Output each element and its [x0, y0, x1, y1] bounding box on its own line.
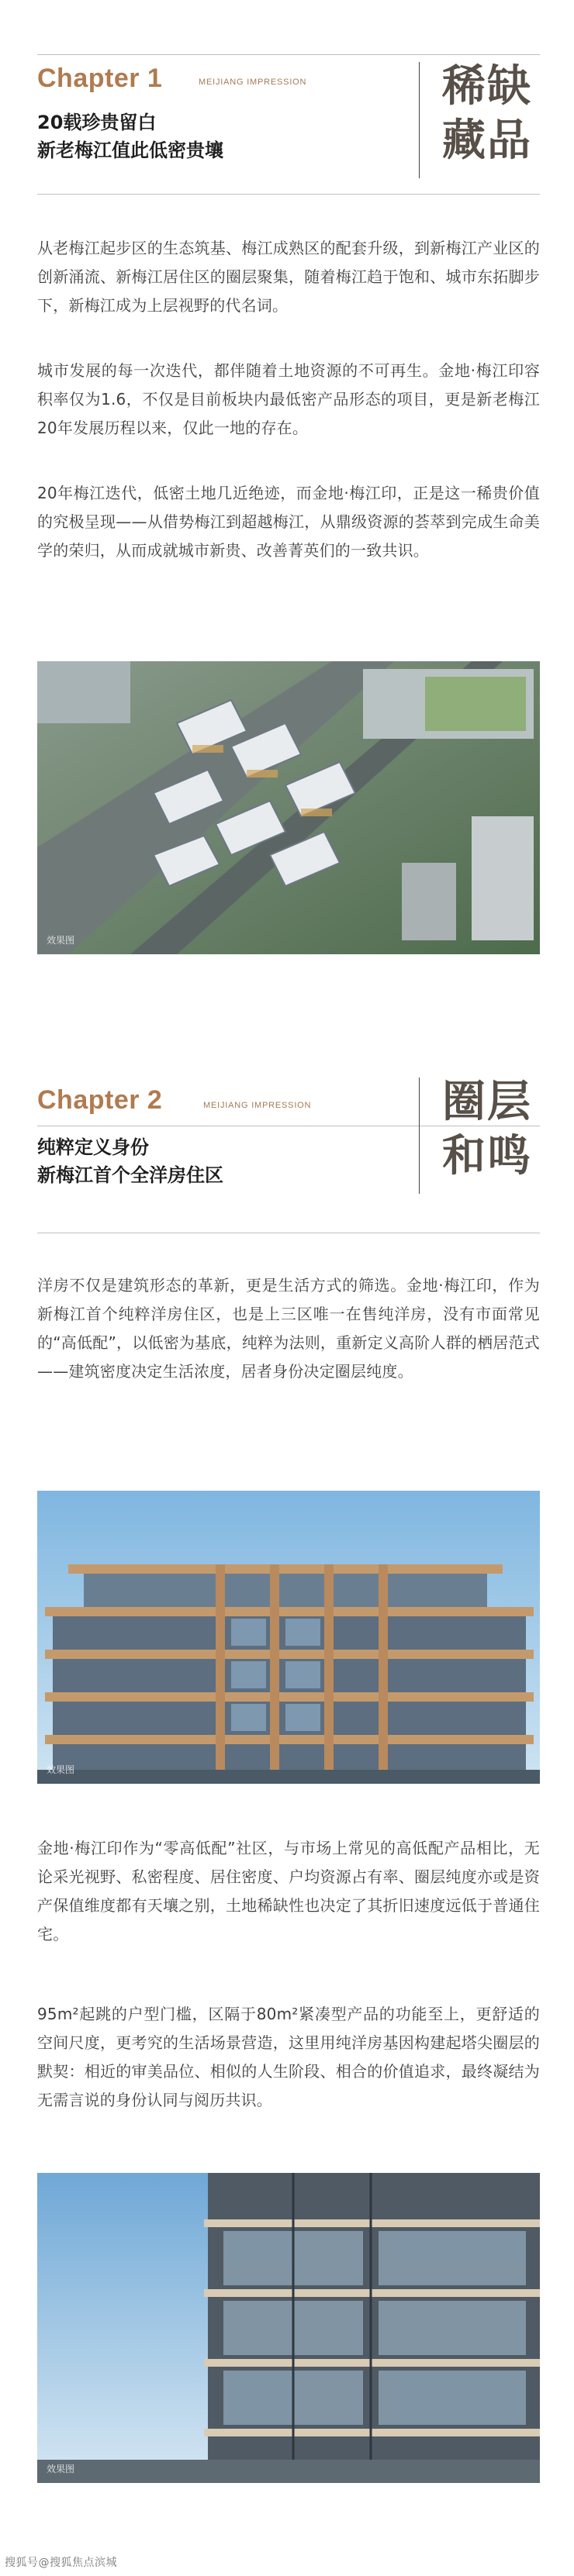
chapter2-header: [37, 1076, 540, 1271]
chapter2-headline-1: 纯粹定义身份: [37, 1136, 149, 1158]
chapter1-headline-1: 20载珍贵留白: [37, 112, 157, 133]
chapter2-paragraph-1: 洋房不仅是建筑形态的革新，更是生活方式的筛选。金地·梅江印，作为新梅江首个纯粹洋房住区，也是上三区唯一在售纯洋房，没有市面常见的“高低配”，以低密为基底，纯粹为法则，重新定义高阶人群的栖居范式——建筑密度决定生活浓度，居者身份决定圈层纯度。: [37, 1276, 540, 1381]
chapter2-headline-2: 新梅江首个全洋房住区: [37, 1164, 223, 1186]
chapter2-paragraph-2: 金地·梅江印作为“零高低配”社区，与市场上常见的高低配产品相比，无论采光视野、私密程度、居住密度、户均资源占有率、圈层纯度亦或是资产保值维度都有天壤之别，土地稀缺性也决定了其折旧速度远低于普通住宅。: [37, 1839, 540, 1943]
chapter2-big-title-2: 和鸣: [442, 1130, 532, 1181]
chapter1-big-title-2: 藏品: [442, 115, 532, 166]
chapter1-image-caption: 效果图: [47, 935, 75, 946]
chapter1-title: Chapter 1: [37, 64, 163, 93]
chapter1-big-title-1: 稀缺: [442, 60, 532, 112]
balcony-rendering-image: [37, 2173, 540, 2483]
chapter1-subtitle: MEIJIANG IMPRESSION: [199, 78, 307, 87]
chapter1-divider: [419, 62, 420, 178]
chapter1-headline-2: 新老梅江值此低密贵壤: [37, 140, 223, 161]
chapter2-big-title-1: 圈层: [442, 1076, 532, 1127]
facade-rendering-image: [37, 1491, 540, 1784]
chapter1-paragraph-2: 城市发展的每一次迭代，都伴随着土地资源的不可再生。金地·梅江印容积率仅为1.6，不仅是目前板块内最低密产品形态的项目，更是新老梅江20年发展历程以来，仅此一地的存在。: [37, 361, 540, 437]
chapter2-paragraph-3: 95m²起跳的户型门槛，区隔于80m²紧凑型产品的功能至上，更舒适的空间尺度，更考究的生活场景营造，这里用纯洋房基因构建起塔尖圈层的默契：相近的审美品位、相似的人生阶段、相合的价值追求，最终凝结为无需言说的身份认同与阅历共识。: [37, 2005, 540, 2109]
chapter2-divider: [419, 1078, 420, 1194]
chapter2-facade-rendering: [37, 1491, 540, 1784]
chapter2-balcony-rendering: [37, 2173, 540, 2483]
chapter1-paragraph-3: 20年梅江迭代，低密土地几近绝迹，而金地·梅江印，正是这一稀贵价值的究极呈现——从借势梅江到超越梅江，从鼎级资源的荟萃到完成生命美学的荣归，从而成就城市新贵、改善菁英们的一致共识。: [37, 484, 540, 560]
source-watermark: 搜狐号@搜狐焦点滨城: [5, 2557, 117, 2569]
chapter1-top-rule: [37, 54, 540, 55]
chapter2-image-caption: 效果图: [47, 1764, 75, 1775]
chapter2-image2-caption: 效果图: [47, 2464, 75, 2474]
chapter1-paragraph-1: 从老梅江起步区的生态筑基、梅江成熟区的配套升级，到新梅江产业区的创新涌流、新梅江居住区的圈层聚集，随着梅江趋于饱和、城市东拓脚步下，新梅江成为上层视野的代名词。: [37, 239, 540, 315]
chapter2-title: Chapter 2: [37, 1085, 163, 1115]
chapter2-subtitle: MEIJIANG IMPRESSION: [203, 1101, 312, 1110]
chapter1-header: [37, 47, 540, 233]
chapter1-bottom-rule: [37, 194, 540, 195]
aerial-rendering-image: [37, 661, 540, 954]
chapter1-aerial-rendering: [37, 661, 540, 954]
